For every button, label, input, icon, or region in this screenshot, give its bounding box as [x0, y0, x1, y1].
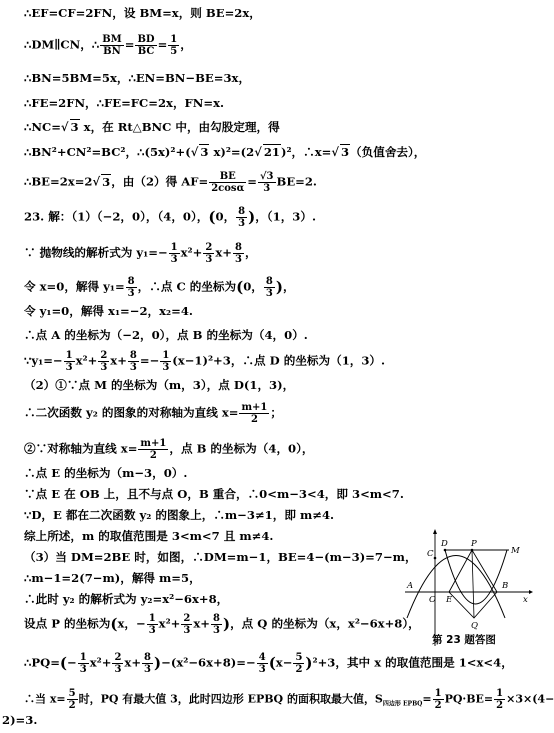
- label-c: C: [427, 549, 434, 559]
- label-x: x: [523, 595, 528, 605]
- parabola-y1: [407, 556, 505, 619]
- line-vertex-d: ∵y₁=− $\frac{1}{3}$ x²+ $\frac{2}{3}$ x+ $\frac{8}{3}$ =− $\frac{1}{3}$ (x−1)²+3，∴点 D 的坐标为（1，3）.: [24, 350, 386, 373]
- line-axis-y2: ∴二次函数 y₂ 的图象的对称轴为直线 x= $\frac{m+1}{2}$ ；: [24, 402, 282, 425]
- line-parabola-y1: ∵ 抛物线的解析式为 y₁=− $\frac{1}{3}$ x²+ $\frac{2}{3}$ x+ $\frac{8}{3}$ ，: [24, 242, 257, 265]
- line-point-c: 令 x=0，解得 y₁= $\frac{8}{3}$ ，∴点 C 的坐标为(0， $\frac{8}{3}$ )，: [24, 276, 295, 299]
- x-axis-arrow: [529, 590, 533, 594]
- line-max-area: ∴当 x= $\frac{5}{2}$ 时，PQ 有最大值 3，此时四边形 EPBQ 的面积取最大值，$S_{四边形 EPBQ}=$ $\frac{1}{2}$ PQ·BE= $\frac{1}{2}$ ×3×(4−: [24, 688, 554, 711]
- label-e: E: [446, 595, 453, 605]
- line-point-e: ∴点 E 的坐标为（m−3，0）.: [24, 466, 188, 480]
- point-c: [434, 557, 437, 560]
- fraction: $\frac{BD}{BC}$: [137, 34, 155, 57]
- line-result: 2)=3.: [2, 713, 38, 727]
- line-fe: ∴FE=2FN，∴FE=FC=2x，FN=x.: [24, 96, 225, 110]
- line-e-on-ob: ∵点 E 在 OB 上，且不与点 O，B 重合，∴0<m−3<4，即 3<m<7.: [24, 487, 404, 501]
- label-q: Q: [471, 621, 478, 631]
- line-point-p-q: 设点 P 的坐标为(x，− $\frac{1}{3}$ x²+ $\frac{2}{3}$ x+ $\frac{8}{3}$ )，点 Q 的坐标为（x，x²−6x+8），: [24, 613, 420, 636]
- figure-caption: 第 23 题答图: [432, 634, 496, 646]
- parabola-figure: [405, 528, 533, 648]
- line-points-ab: ∴点 A 的坐标为（−2，0），点 B 的坐标为（4，0）.: [24, 328, 308, 342]
- label-m: M: [511, 546, 520, 556]
- fraction: $\frac{8}{3}$: [238, 206, 246, 229]
- line-nc: ∴NC=√ 3 x，在 Rt△BNC 中，由勾股定理，得: [24, 120, 280, 134]
- line-d-e-on-graph: ∵D，E 都在二次函数 y₂ 的图象上，∴m−3≠1，即 m≠4.: [24, 508, 335, 522]
- label-b: B: [502, 581, 509, 591]
- line-part3: （3）当 DM=2BE 时，如图，∴DM=m−1，BE=4−(m−3)=7−m，: [24, 550, 417, 564]
- line-q23-part1: 23. 解：（1）（−2，0），（4，0），(0， $\frac{8}{3}$ )，（1，3）.: [24, 206, 316, 229]
- line-ef-cf: ∴EF=CF=2FN，设 BM=x，则 BE=2x，: [24, 6, 261, 20]
- point-p: [471, 549, 474, 552]
- fraction: $\frac{√3}{3}$: [259, 171, 274, 194]
- line-dm-parallel: ∴DM∥CN，∴ $\frac{BM}{BN}$ = $\frac{BD}{BC}$ = $\frac{1}{5}$ ，: [24, 34, 192, 57]
- point-d: [444, 549, 447, 552]
- line-pq-length: ∴PQ=(− $\frac{1}{3}$ x²+ $\frac{2}{3}$ x+ $\frac{8}{3}$ )−(x²−6x+8)=− $\frac{4}{3}$ (x− $\frac{5}{2}$ )²+3，其中 x 的取值范围是 1<x<4，: [24, 652, 513, 675]
- line-bn: ∴BN=5BM=5x，∴EN=BN−BE=3x，: [24, 71, 251, 85]
- line-part2-m: （2）①∵点 M 的坐标为（m，3），点 D(1，3)，: [24, 378, 295, 392]
- parabola-y2: [445, 550, 507, 604]
- label-o: O: [429, 595, 436, 605]
- line-y2-expression: ∴此时 y₂ 的解析式为 y₂=x²−6x+8，: [24, 592, 229, 606]
- line-range-m: 综上所述，m 的取值范围是 3<m<7 且 m≠4.: [24, 529, 274, 543]
- line-be: ∴BE=2x=2√ 3，由（2）得 AF= $\frac{BE}{2\cos\alpha}$ = $\frac{√3}{3}$ BE=2.: [24, 171, 317, 194]
- fraction: $\frac{1}{5}$: [170, 34, 178, 57]
- fraction: $\frac{BM}{BN}$: [102, 34, 122, 57]
- label-a: A: [407, 581, 414, 591]
- line-roots: 令 y₁=0，解得 x₁=−2，x₂=4.: [24, 304, 193, 318]
- segment-pq: [472, 550, 474, 618]
- line-pythagoras: ∴BN²+CN²=BC²，∴(5x)²+(√ 3 x)²=(2√ 21)²，∴x=√ 3（负值舍去），: [24, 145, 426, 159]
- fraction: $\frac{BE}{2\cos\alpha}$: [211, 171, 245, 194]
- line-solve-m: ∴m−1=2(7−m)，解得 m=5，: [24, 571, 201, 585]
- label-d: D: [441, 539, 448, 549]
- y-axis-arrow: [433, 529, 437, 534]
- label-p: P: [471, 539, 477, 549]
- line-axis-b: ②∵对称轴为直线 x= $\frac{m+1}{2}$ ，点 B 的坐标为（4，0），: [24, 438, 314, 461]
